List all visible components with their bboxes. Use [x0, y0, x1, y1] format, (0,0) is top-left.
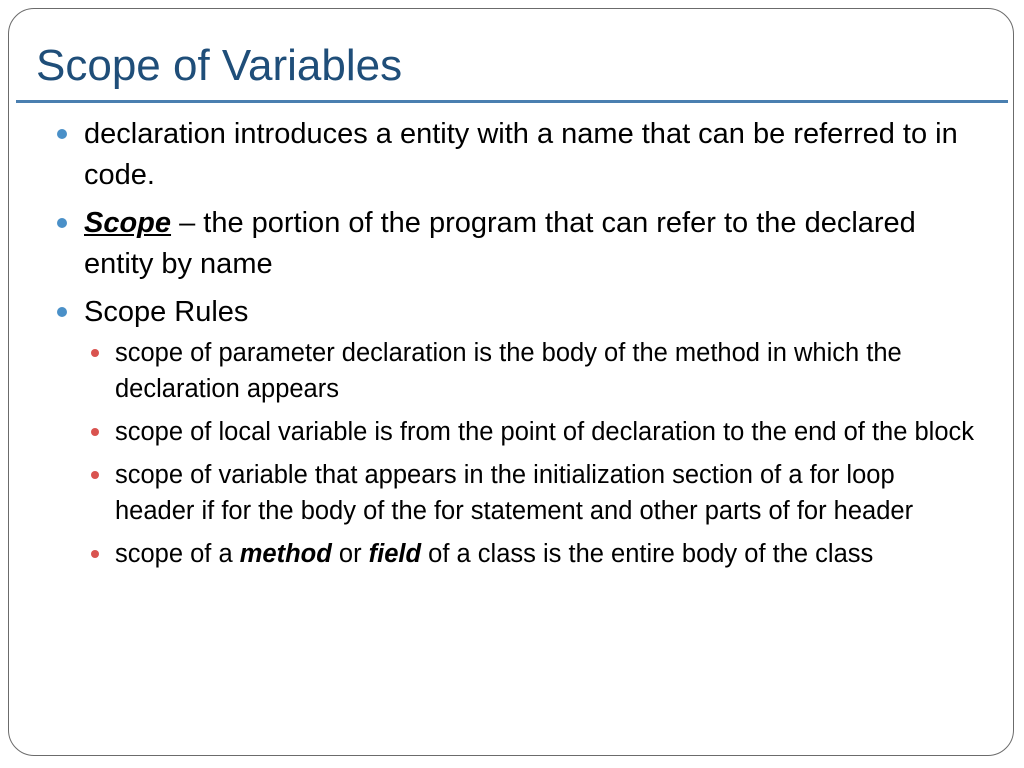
sub-bullet-text-post: of a class is the entire body of the class: [421, 540, 874, 568]
sub-bullet-item-method-field: [84, 536, 980, 572]
slide-title: Scope of Variables: [36, 41, 403, 90]
sub-bullet-text: scope of local variable is from the point of declaration to the end of the block: [115, 418, 975, 446]
bullet-item-scope: [50, 203, 980, 285]
sub-bullet-dot-icon: [91, 349, 99, 357]
bullet-dot-icon: [57, 307, 67, 317]
field-term: field: [368, 540, 422, 568]
sub-bullet-text-mid: or: [331, 540, 369, 568]
title-underline-rule: [16, 100, 1008, 103]
sub-bullet-text: scope of parameter declaration is the body of the method in which the declaration appears: [115, 339, 902, 403]
scope-term: Scope: [84, 207, 172, 239]
bullet-dot-icon: [57, 218, 67, 228]
bullet-dot-icon: [57, 129, 67, 139]
bullet-item-declaration: [50, 114, 980, 196]
sub-bullet-dot-icon: [91, 471, 99, 479]
slide-content: [50, 114, 980, 579]
sub-bullet-item-parameter: [84, 335, 980, 407]
sub-bullet-item-for-loop: [84, 457, 980, 529]
method-term: method: [239, 540, 332, 568]
sub-bullet-text: scope of variable that appears in the initialization section of a for loop header if for the body of the for statement and other parts of for header: [115, 461, 914, 525]
bullet-item-scope-rules: [50, 292, 980, 572]
bullet-list: [50, 114, 980, 572]
bullet-text: declaration introduces a entity with a name that can be referred to in code.: [84, 118, 958, 191]
sub-bullet-item-local-variable: [84, 414, 980, 450]
bullet-text: – the portion of the program that can refer to the declared entity by name: [84, 207, 916, 280]
sub-bullet-text-pre: scope of a: [115, 540, 240, 568]
sub-bullet-dot-icon: [91, 428, 99, 436]
bullet-text: Scope Rules: [84, 296, 249, 328]
sub-bullet-list: [84, 335, 980, 572]
sub-bullet-dot-icon: [91, 550, 99, 558]
